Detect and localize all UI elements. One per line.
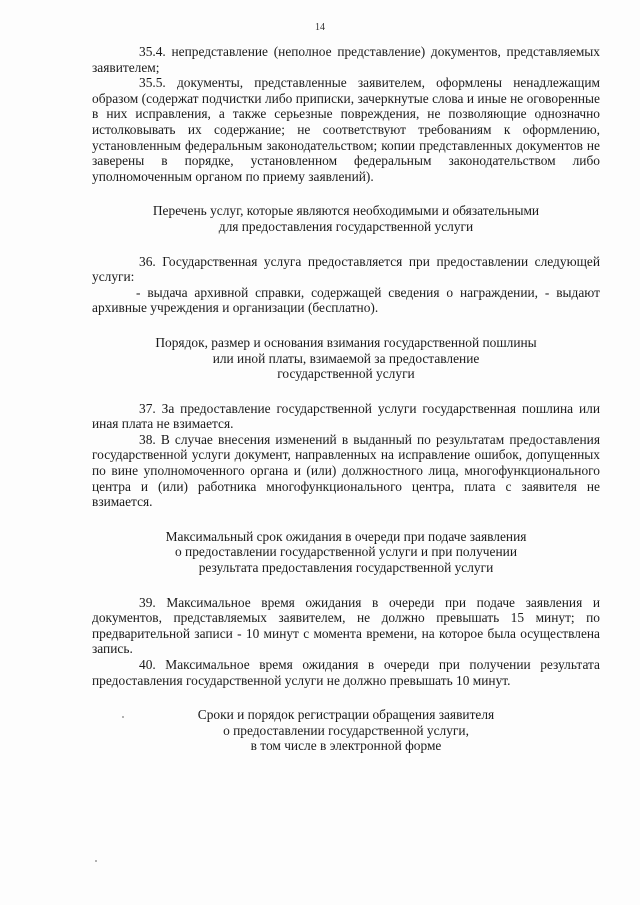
heading-line: в том числе в электронной форме xyxy=(250,738,442,754)
paragraph-40: 40. Максимальное время ожидания в очереди при получении результата предоставления государственной услуги не должно превышать 10 минут. xyxy=(92,657,600,688)
heading-line: или иной платы, взимаемой за предоставление xyxy=(212,350,480,366)
paragraph-36: 36. Государственная услуга предоставляется при предоставлении следующей услуги: xyxy=(92,253,600,285)
paragraph-35-4: 35.4. непредставление (неполное представление) документов, представляемых заявителем; xyxy=(92,44,600,75)
scan-speck xyxy=(122,716,124,718)
paragraph-37: 37. За предоставление государственной услуги государственная пошлина или иная плата не взимается. xyxy=(92,400,600,432)
paragraph-36-bullet: - выдача архивной справки, содержащей сведения о награждении, - выдают архивные учреждения и организации (бесплатно). xyxy=(92,284,600,316)
paragraph-35-5: 35.5. документы, представленные заявителем, оформлены ненадлежащим образом (содержат подчистки либо приписки, зачеркнутые слова и иные не оговоренные в них исправления, а также серьезные повреждения, не позволяющие однозначно истолковывать их содержание; не соответствуют требованиям к оформлению, установленным федеральным законодательством; копии представленных документов не заверены в порядке, установленном федеральным законодательством либо уполномоченным органом по приему заявлений). xyxy=(92,75,600,184)
heading-line: результата предоставления государственной услуги xyxy=(198,560,494,576)
section-heading-services-list xyxy=(92,203,600,234)
heading-line: о предоставлении государственной услуги, xyxy=(223,722,469,738)
document-body xyxy=(92,44,600,754)
heading-line: для предоставления государственной услуги xyxy=(218,218,474,234)
heading-line: государственной услуги xyxy=(277,366,415,382)
scan-speck xyxy=(95,860,97,862)
paragraph-39: 39. Максимальное время ожидания в очереди при подаче заявления и документов, представляемых заявителем, не должно превышать 15 минут; по предварительной записи - 10 минут с момента времени, на которое была осуществлена запись. xyxy=(92,594,600,657)
page-number: 14 xyxy=(315,22,325,33)
heading-line: Перечень услуг, которые являются необходимыми и обязательными xyxy=(152,203,540,219)
section-heading-registration xyxy=(92,707,600,754)
heading-line: Порядок, размер и основания взимания государственной пошлины xyxy=(155,334,537,350)
section-heading-fee-procedure xyxy=(92,335,600,382)
heading-line: Максимальный срок ожидания в очереди при подаче заявления xyxy=(165,528,527,544)
paragraph-38: 38. В случае внесения изменений в выданный по результатам предоставления государственной услуги документ, направленных на исправление ошибок, допущенных по вине уполномоченного органа и (или) должностного лица, многофункционального центра и (или) работника многофункционального центра, плата с заявителя не взимается. xyxy=(92,431,600,510)
heading-line: Сроки и порядок регистрации обращения заявителя xyxy=(197,707,495,723)
section-heading-max-wait xyxy=(92,529,600,576)
heading-line: о предоставлении государственной услуги и при получении xyxy=(175,544,517,560)
